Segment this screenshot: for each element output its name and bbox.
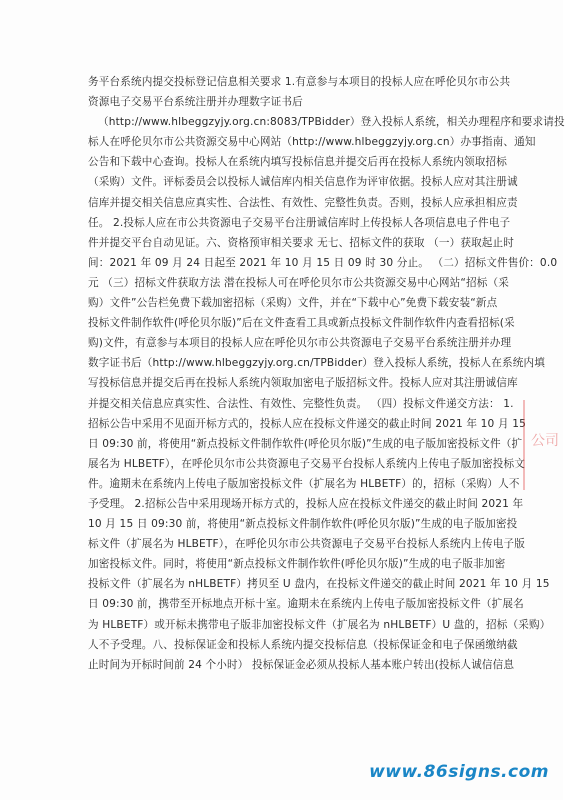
text-line: 信库并提交相关信息应真实性、合法性、有效性、完整性负责。否则，投标人应承担相应责 xyxy=(88,196,518,209)
text-line: 标文件（扩展名为 HLBETF），在呼伦贝尔市公共资源电子交易平台投标人系统内上传电子版 xyxy=(88,538,526,551)
seal-stamp-text: 公司 xyxy=(531,433,559,449)
text-line: 写投标信息并提交后再在投标人系统内领取加密电子版招标文件。投标人应对其注册诚信库 xyxy=(88,377,518,390)
text-line: 公告和下载中心查询。投标人在系统内填写投标信息并提交后再在投标人系统内领取招标 xyxy=(88,156,508,169)
text-line: 元 （三）招标文件获取方法 潜在投标人可在呼伦贝尔市公共资源交易中心网站“招标（采 xyxy=(88,276,509,289)
text-line: 10 月 15 日 09:30 前，将使用“新点投标文件制作软件(呼伦贝尔版)”生成的电子版加密投 xyxy=(88,518,518,531)
text-line: 予受理。 2.招标公告中采用现场开标方式的，投标人应在投标文件递交的截止时间 2021 年 xyxy=(88,497,524,510)
text-line: 止时间为开标时间前 24 个小时） 投标保证金必须从投标人基本账户转出(投标人诚信信息 xyxy=(88,658,515,671)
text-line: 务平台系统内提交投标登记信息相关要求 1.有意参与本项目的投标人应在呼伦贝尔市公共 xyxy=(88,76,511,88)
text-line: （http://www.hlbeggzyjy.org.cn:8083/TPBidder）登入投标人系统，相关办理程序和要求请投 xyxy=(98,116,565,129)
text-line: 展名为 HLBETF），在呼伦贝尔市公共资源电子交易平台投标人系统内上传电子版加密投标文 xyxy=(88,457,526,470)
text-line: 件。逾期未在系统内上传电子版加密投标文件（扩展名为 HLBETF）的，招标（采购）人不 xyxy=(88,477,520,490)
text-line: 任。 2.投标人应在市公共资源电子交易平台注册诚信库时上传投标人各项信息电子件电子 xyxy=(88,216,511,229)
text-line: 日 09:30 前，将使用“新点投标文件制作软件(呼伦贝尔版)”生成的电子版加密投标文件（扩 xyxy=(88,437,523,450)
text-line: 资源电子交易平台系统注册并办理数字证书后 xyxy=(88,96,303,109)
text-line: 数字证书后（http://www.hlbeggzyjy.org.cn/TPBidder）登入投标人系统，投标人在系统内填 xyxy=(88,357,545,370)
text-line: 招标公告中采用不见面开标方式的，投标人应在投标文件递交的截止时间 2021 年 10 月 15 xyxy=(88,417,526,430)
text-line: 间：2021 年 09 月 24 日起至 2021 年 10 月 15 日 09 时 30 分止。 （二）招标文件售价：0.0 xyxy=(88,256,558,269)
text-line: 件并提交平台自动见证。六、资格预审相关要求 无七、招标文件的获取 （一）获取起止时 xyxy=(88,236,515,249)
site-watermark: www.86signs.com xyxy=(369,762,549,782)
text-line: 并提交相关信息应真实性、合法性、有效性、完整性负责。 （四）投标文件递交方法： 1. xyxy=(88,397,514,410)
text-line: 投标文件（扩展名为 nHLBETF）拷贝至 U 盘内，在投标文件递交的截止时间 2021 年 10 月 15 xyxy=(88,578,550,591)
text-line: 加密投标文件。同时，将使用“新点投标文件制作软件(呼伦贝尔版)”生成的电子版非加密 xyxy=(88,558,506,571)
text-line: 人不予受理。八、投标保证金和投标人系统内提交投标信息（投标保证金和电子保函缴纳截 xyxy=(88,638,518,651)
text-line: （采购）文件。评标委员会以投标人诚信库内相关信息作为评审依据。投标人应对其注册诚 xyxy=(88,176,518,189)
text-line: 购)文件，有意参与本项目的投标人应在呼伦贝尔市公共资源电子交易平台系统注册并办理 xyxy=(88,337,512,350)
text-line: 投标文件制作软件(呼伦贝尔版)”后在文件查看工具或新点投标文件制作软件内查看招标(采 xyxy=(88,317,515,330)
text-line: 为 HLBETF）或开标未携带电子版非加密投标文件（扩展名为 nHLBETF）U 盘的，招标（采购） xyxy=(88,618,551,631)
text-line: 购）文件”公告栏免费下载加密招标（采购）文件，并在“下载中心”免费下载安装“新点 xyxy=(88,297,498,310)
text-line: 日 09:30 前，携带至开标地点开标十室。逾期未在系统内上传电子版加密投标文件（扩展名 xyxy=(88,598,524,611)
text-line: 标人在呼伦贝尔市公共资源交易中心网站（http://www.hlbeggzyjy.org.cn）办事指南、通知 xyxy=(88,136,536,149)
